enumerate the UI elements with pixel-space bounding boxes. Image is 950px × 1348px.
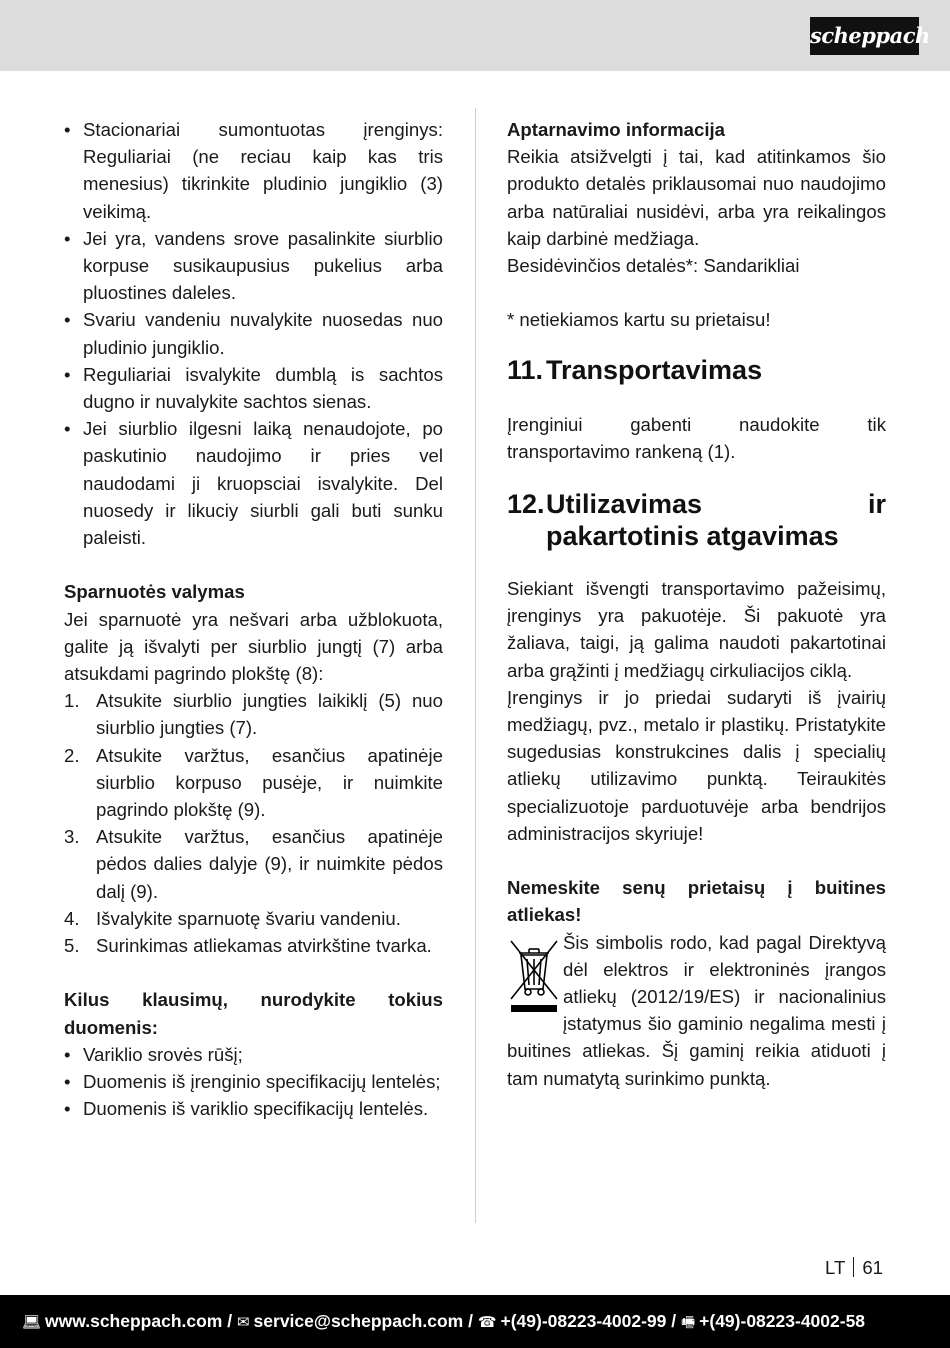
step-text: Atsukite varžtus, esančius apatinėje pėdos dalies dalyje (9), ir nuimkite pėdos dalį (9). <box>96 826 443 902</box>
impeller-heading: Sparnuotės valymas <box>64 581 245 603</box>
footnote-text: * netiekiamos kartu su prietaisu! <box>507 309 771 331</box>
list-item: • Duomenis iš įrenginio specifikacijų lentelės; <box>64 1068 443 1095</box>
questions-bullet-list <box>64 1041 443 1123</box>
page-number-value: 61 <box>862 1257 884 1278</box>
service-text: Reikia atsižvelgti į tai, kad atitinkamos šio produkto detalės priklausomai nuo naudojimo arba natūraliai nusidėvi, arba yra reikalingos kaip darbinė medžiaga. <box>507 146 886 249</box>
list-item <box>64 742 443 824</box>
list-item: • Duomenis iš variklio specifikacijų lentelės. <box>64 1095 443 1122</box>
email-link[interactable]: service@scheppach.com <box>253 1311 464 1331</box>
impeller-intro: Jei sparnuotė yra nešvari arba užblokuota, galite ją išvalyti per siurblio jungtį (7) arba atsukdami pagrindo plokštę (8): <box>64 608 443 685</box>
fax-icon: 🖷︎ <box>680 1314 696 1331</box>
list-item: • Reguliariai isvalykite dumblą is sachtos dugno ir nuvalykite sachtos sienas. <box>64 361 443 415</box>
list-item: • Stacionariai sumontuotas įrenginys: Reguliariai (ne reciau kaip kas tris menesius) tikrinkite pludinio jungiklio (3) veikimą. <box>64 116 443 225</box>
list-item <box>64 823 443 905</box>
section-title: Utilizavimas ir pakartotinis atgavimas <box>546 489 886 552</box>
disposal-text: Šis simbolis rodo, kad pagal Direktyvą dėl elektros ir elektroninės įrangos atliekų (2012/19/ES) ir nacionalinius įstatymus šio gaminio negalima mesti į buitines atliekas. Šį gaminį reikia atiduoti į tam numatytą surinkimo punktą. <box>507 931 886 1089</box>
list-item: • Svariu vandeniu nuvalykite nuosedas nuo pludinio jungiklio. <box>64 306 443 360</box>
transport-text: Įrenginiui gabenti naudokite tik transportavimo rankeną (1). <box>507 413 886 462</box>
column-divider <box>475 108 476 1223</box>
envelope-icon: ✉︎ <box>236 1314 250 1331</box>
impeller-steps-list <box>64 687 443 959</box>
list-item <box>64 687 443 741</box>
maintenance-bullet-list <box>64 116 443 551</box>
step-text: Atsukite varžtus, esančius apatinėje siurblio korpuso pusėje, ir nuimkite pagrindo plokštę (9). <box>96 744 443 821</box>
weee-crossed-bin-icon <box>507 933 561 1017</box>
page-language: LT <box>825 1257 846 1278</box>
step-number: 5. <box>64 935 80 957</box>
step-number: 2. <box>64 744 80 766</box>
phone-number: +(49)-08223-4002-99 <box>500 1311 667 1331</box>
wear-parts-text: Besidėvinčios detalės*: Sandarikliai <box>507 255 800 277</box>
footer-separator: / <box>666 1311 681 1331</box>
disposal-paragraph-1: Siekiant išvengti transportavimo pažeisimų, įrenginys yra pakuotėje. Ši pakuotė yra žaliava, taigi, ją galima naudoti pakartotinai arba grąžinti į medžiagų cirkuliacijos ciklą. <box>507 578 886 681</box>
computer-icon: 💻︎ <box>22 1314 42 1331</box>
header-band <box>0 0 950 71</box>
service-heading: Aptarnavimo informacija <box>507 119 726 140</box>
disposal-paragraph-2: Įrenginys ir jo priedai sudaryti iš įvairių medžiagų, pvz., metalo ir plastikų. Pristatykite sugedusias konstrukcines dalis į specialių atliekų utilizavimo punktą. Teiraukitės specializuotoje parduotuvėje arba bendrijos administracijos skyriuje! <box>507 686 886 844</box>
phone-icon: ☎︎ <box>477 1314 497 1331</box>
section-number: 11. <box>507 354 544 385</box>
right-column <box>507 116 886 1092</box>
section-11-heading <box>507 354 886 386</box>
step-text: Atsukite siurblio jungties laikiklį (5) nuo siurblio jungties (7). <box>96 690 443 739</box>
left-column <box>64 116 443 1122</box>
list-item <box>64 905 443 932</box>
footer-separator: / <box>463 1311 478 1331</box>
fax-number: +(49)-08223-4002-58 <box>699 1311 866 1331</box>
step-number: 1. <box>64 690 80 712</box>
section-number: 12. <box>507 489 545 520</box>
section-title: Transportavimas <box>546 354 763 385</box>
disposal-heading: Nemeskite senų prietaisų į buitines atliekas! <box>507 877 886 926</box>
website-link[interactable]: www.scheppach.com <box>45 1311 223 1331</box>
list-item: • Variklio srovės rūšį; <box>64 1041 443 1068</box>
step-number: 3. <box>64 826 80 848</box>
scheppach-logo: scheppach <box>810 17 919 55</box>
page-separator <box>853 1257 854 1277</box>
footer-separator: / <box>222 1311 237 1331</box>
contact-footer-bar <box>0 1295 950 1348</box>
section-12-heading <box>507 488 886 552</box>
step-text: Surinkimas atliekamas atvirkštine tvarka. <box>96 935 432 957</box>
disposal-notice <box>507 929 886 1092</box>
list-item: • Jei yra, vandens srove pasalinkite siurblio korpuse susikaupusius pukelius arba pluostines daleles. <box>64 225 443 307</box>
step-number: 4. <box>64 907 80 929</box>
questions-heading: Kilus klausimų, nurodykite tokius duomenis: <box>64 989 443 1038</box>
step-text: Išvalykite sparnuotę švariu vandeniu. <box>96 907 401 929</box>
list-item: • Jei siurblio ilgesni laiką nenaudojote, po paskutinio naudojimo ir pries vel naudodami ji kruopsciai isvalykite. Del nuosedy ir likuciy siurbli gali buti sunku paleisti. <box>64 415 443 551</box>
page-number <box>825 1256 883 1280</box>
list-item <box>64 932 443 959</box>
